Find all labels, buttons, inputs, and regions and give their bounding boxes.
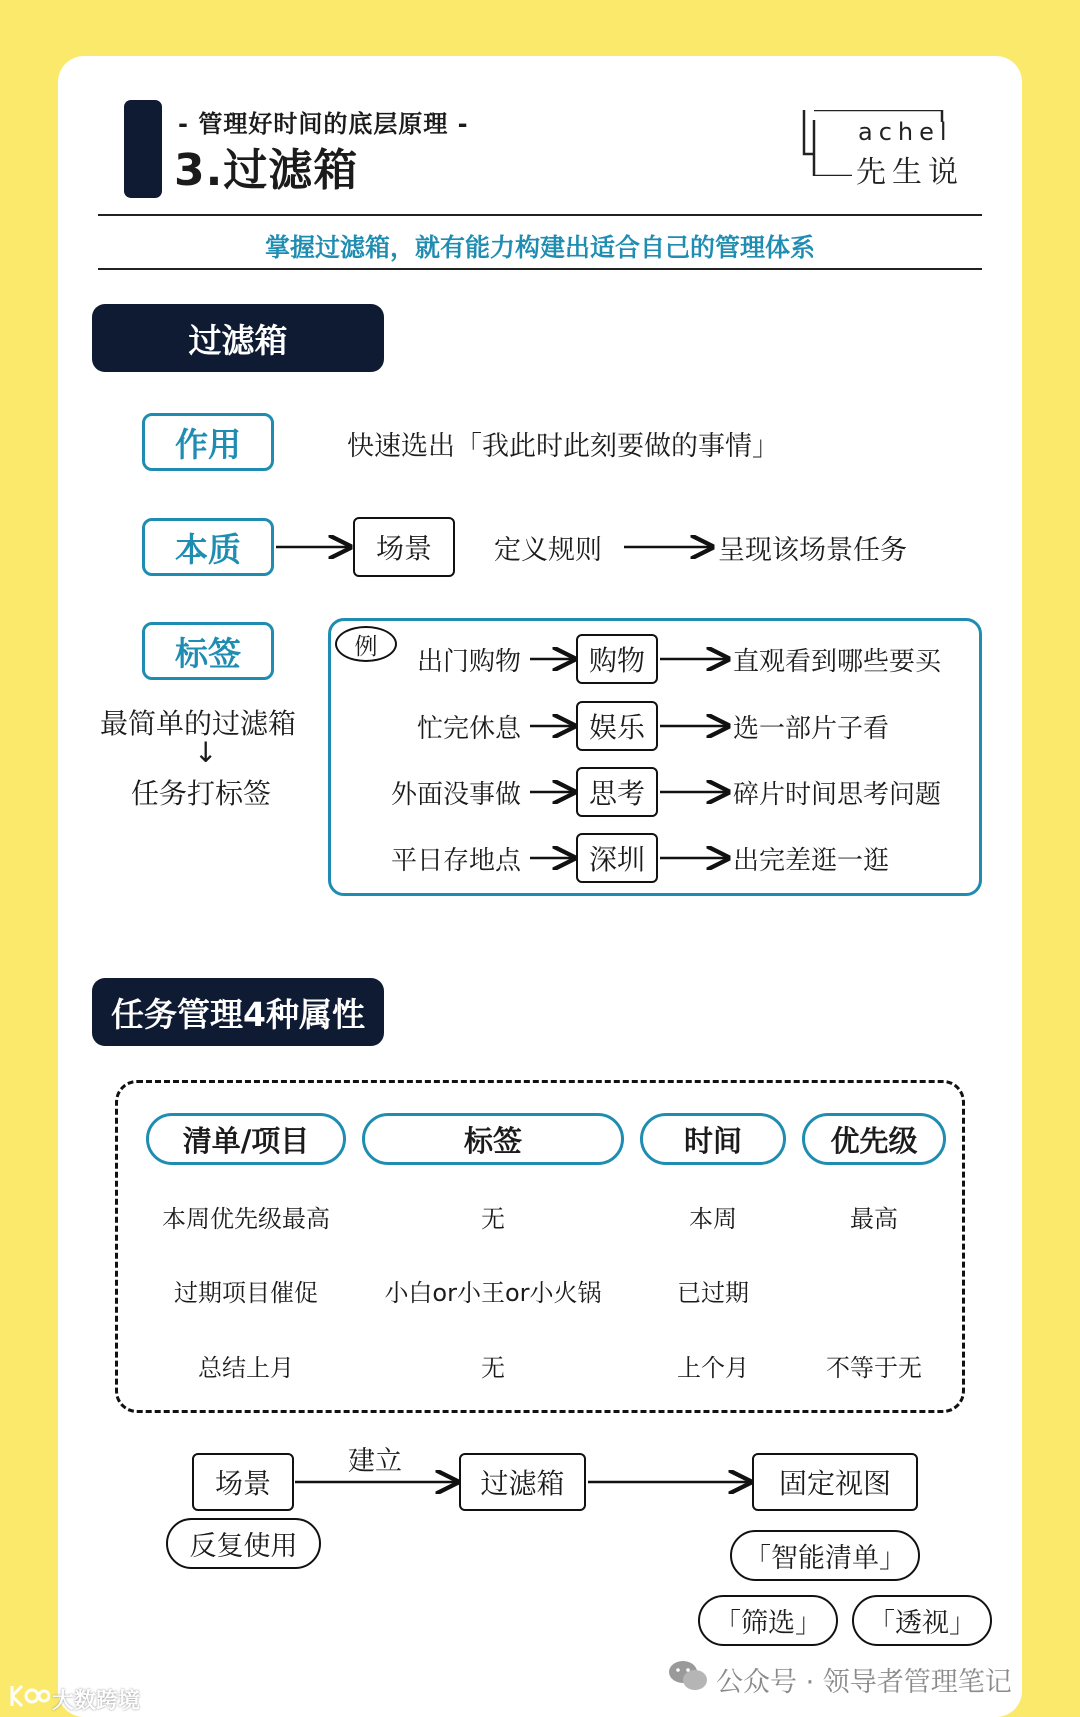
table-cell: 总结上月: [198, 1354, 294, 1382]
table-cell: 过期项目催促: [174, 1279, 318, 1307]
example-situation: 出门购物: [416, 647, 521, 677]
table-cell: 小白or小王or小火锅: [384, 1279, 602, 1307]
example-outcome: 出完差逛一逛: [733, 846, 890, 876]
example-situation: 平日存地点: [390, 846, 521, 876]
table-cell: 已过期: [677, 1279, 749, 1307]
flow-perspective: 「透视」: [852, 1595, 992, 1646]
example-outcome: 选一部片子看: [733, 714, 890, 744]
flow-filter-tag: 「筛选」: [698, 1595, 838, 1646]
example-badge: 例: [335, 626, 397, 662]
example-tag-box: 深圳: [576, 833, 658, 883]
tags-note-arrow: ↓: [194, 736, 218, 769]
example-situation: 外面没事做: [390, 780, 521, 810]
logo-subtext: 先生说: [856, 155, 964, 190]
column-header: 清单/项目: [146, 1113, 346, 1165]
brand-logo-icon: [8, 1682, 50, 1710]
flow-scene-box: 场景: [192, 1453, 294, 1511]
essence-scene-box: 场景: [353, 517, 455, 577]
column-header: 优先级: [802, 1113, 946, 1165]
example-tag-box: 购物: [576, 634, 658, 684]
table-cell: 最高: [850, 1205, 898, 1233]
flow-build-label: 建立: [348, 1446, 402, 1477]
column-header: 标签: [362, 1113, 624, 1165]
example-outcome: 直观看到哪些要买: [733, 647, 942, 677]
logo-text: achel: [858, 118, 953, 146]
tagline: 掌握过滤箱，就有能力构建出适合自己的管理体系: [264, 233, 815, 262]
page-title: 3.过滤箱: [174, 145, 359, 196]
wechat-icon: [668, 1658, 708, 1694]
table-cell: 不等于无: [826, 1354, 922, 1382]
example-outcome: 碎片时间思考问题: [733, 780, 942, 810]
column-header: 时间: [640, 1113, 786, 1165]
table-cell: 本周: [689, 1205, 737, 1233]
flow-reuse: 反复使用: [166, 1518, 321, 1569]
table-cell: 无: [481, 1205, 505, 1233]
page-subtitle: - 管理好时间的底层原理 -: [178, 110, 469, 138]
table-cell: 无: [481, 1354, 505, 1382]
section-label-filter-box: 过滤箱: [92, 304, 384, 372]
brand-watermark: 大数跨境: [52, 1689, 141, 1714]
tags-note-line2: 任务打标签: [131, 777, 272, 810]
example-tag-box: 思考: [576, 767, 658, 817]
tags-note-line1: 最简单的过滤箱: [100, 707, 297, 740]
example-tag-box: 娱乐: [576, 701, 658, 751]
table-cell: 本周优先级最高: [162, 1205, 330, 1233]
key-function: 作用: [142, 413, 274, 471]
flow-smart-list: 「智能清单」: [730, 1530, 920, 1581]
table-cell: 上个月: [677, 1354, 749, 1382]
flow-filter-box: 过滤箱: [459, 1453, 586, 1511]
flow-fixed-view-box: 固定视图: [752, 1453, 918, 1511]
watermark-source: 公众号 · 领导者管理笔记: [716, 1667, 1012, 1698]
example-situation: 忙完休息: [416, 714, 521, 744]
section-label-attributes: 任务管理4种属性: [92, 978, 384, 1046]
key-essence: 本质: [142, 518, 274, 576]
essence-result: 呈现该场景任务: [718, 535, 907, 566]
essence-rule: 定义规则: [494, 535, 602, 566]
function-text: 快速选出「我此时此刻要做的事情」: [347, 431, 779, 462]
key-tags: 标签: [142, 622, 274, 680]
